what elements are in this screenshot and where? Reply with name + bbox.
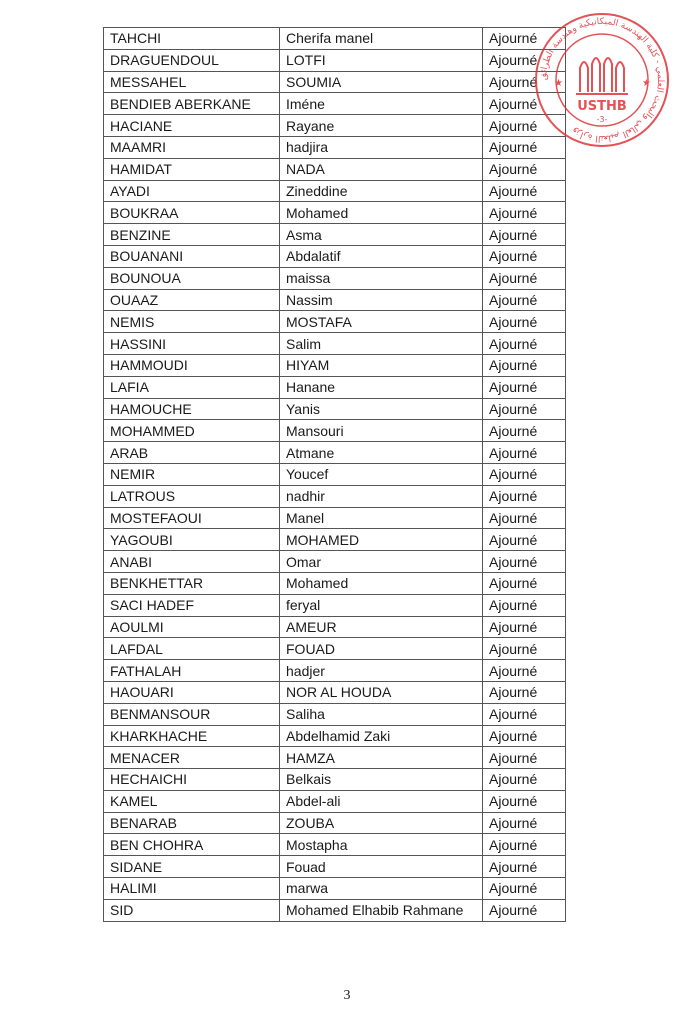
table-row xyxy=(104,463,566,485)
last-name-cell: HACIANE xyxy=(104,115,280,137)
status-cell: Ajourné xyxy=(483,71,566,93)
status-cell: Ajourné xyxy=(483,660,566,682)
first-name-cell: Atmane xyxy=(280,442,483,464)
table-row xyxy=(104,507,566,529)
last-name-cell: BOUANANI xyxy=(104,245,280,267)
status-cell: Ajourné xyxy=(483,93,566,115)
status-cell: Ajourné xyxy=(483,442,566,464)
table-row xyxy=(104,660,566,682)
first-name-cell: HAMZA xyxy=(280,747,483,769)
status-cell: Ajourné xyxy=(483,289,566,311)
first-name-cell: maissa xyxy=(280,267,483,289)
last-name-cell: YAGOUBI xyxy=(104,529,280,551)
table-row xyxy=(104,703,566,725)
status-cell: Ajourné xyxy=(483,769,566,791)
status-cell: Ajourné xyxy=(483,638,566,660)
status-cell: Ajourné xyxy=(483,899,566,921)
last-name-cell: AYADI xyxy=(104,180,280,202)
first-name-cell: Iméne xyxy=(280,93,483,115)
first-name-cell: Abdel-ali xyxy=(280,790,483,812)
first-name-cell: Mohamed Elhabib Rahmane xyxy=(280,899,483,921)
status-cell: Ajourné xyxy=(483,311,566,333)
first-name-cell: Youcef xyxy=(280,463,483,485)
results-table-body xyxy=(104,28,566,922)
table-row xyxy=(104,354,566,376)
first-name-cell: Fouad xyxy=(280,856,483,878)
table-row xyxy=(104,224,566,246)
table-row xyxy=(104,398,566,420)
status-cell: Ajourné xyxy=(483,790,566,812)
status-cell: Ajourné xyxy=(483,878,566,900)
table-row xyxy=(104,529,566,551)
last-name-cell: HAOUARI xyxy=(104,681,280,703)
last-name-cell: SID xyxy=(104,899,280,921)
table-row xyxy=(104,681,566,703)
first-name-cell: Mostapha xyxy=(280,834,483,856)
last-name-cell: BENDIEB ABERKANE xyxy=(104,93,280,115)
last-name-cell: HAMOUCHE xyxy=(104,398,280,420)
last-name-cell: NEMIR xyxy=(104,463,280,485)
first-name-cell: hadjer xyxy=(280,660,483,682)
last-name-cell: HALIMI xyxy=(104,878,280,900)
table-row xyxy=(104,333,566,355)
table-row xyxy=(104,376,566,398)
status-cell: Ajourné xyxy=(483,551,566,573)
table-row xyxy=(104,202,566,224)
last-name-cell: LAFDAL xyxy=(104,638,280,660)
last-name-cell: HAMIDAT xyxy=(104,158,280,180)
last-name-cell: HECHAICHI xyxy=(104,769,280,791)
status-cell: Ajourné xyxy=(483,398,566,420)
stamp-arabic-text: وزارة التعليم العالي والبحث العلمي - كلية الهندسة الميكانيكية وهندسة الطرائق xyxy=(538,16,666,144)
status-cell: Ajourné xyxy=(483,616,566,638)
status-cell: Ajourné xyxy=(483,224,566,246)
table-row xyxy=(104,812,566,834)
last-name-cell: AOULMI xyxy=(104,616,280,638)
status-cell: Ajourné xyxy=(483,202,566,224)
first-name-cell: Mansouri xyxy=(280,420,483,442)
first-name-cell: Mohamed xyxy=(280,202,483,224)
table-row xyxy=(104,899,566,921)
stamp-star-icon: ★ xyxy=(642,78,651,89)
table-row xyxy=(104,442,566,464)
table-row xyxy=(104,747,566,769)
status-cell: Ajourné xyxy=(483,812,566,834)
last-name-cell: KAMEL xyxy=(104,790,280,812)
page-number: 3 xyxy=(343,988,351,1003)
results-table xyxy=(103,27,566,922)
first-name-cell: hadjira xyxy=(280,136,483,158)
table-row xyxy=(104,420,566,442)
first-name-cell: HIYAM xyxy=(280,354,483,376)
status-cell: Ajourné xyxy=(483,507,566,529)
table-row xyxy=(104,856,566,878)
last-name-cell: SACI HADEF xyxy=(104,594,280,616)
table-row xyxy=(104,834,566,856)
last-name-cell: NEMIS xyxy=(104,311,280,333)
first-name-cell: Cherifa manel xyxy=(280,28,483,50)
last-name-cell: HAMMOUDI xyxy=(104,354,280,376)
status-cell: Ajourné xyxy=(483,485,566,507)
first-name-cell: Asma xyxy=(280,224,483,246)
first-name-cell: ZOUBA xyxy=(280,812,483,834)
first-name-cell: nadhir xyxy=(280,485,483,507)
first-name-cell: Hanane xyxy=(280,376,483,398)
first-name-cell: MOSTAFA xyxy=(280,311,483,333)
last-name-cell: DRAGUENDOUL xyxy=(104,49,280,71)
last-name-cell: MENACER xyxy=(104,747,280,769)
status-cell: Ajourné xyxy=(483,463,566,485)
last-name-cell: MESSAHEL xyxy=(104,71,280,93)
stamp-inner-ring xyxy=(556,34,648,126)
last-name-cell: MOHAMMED xyxy=(104,420,280,442)
status-cell: Ajourné xyxy=(483,158,566,180)
status-cell: Ajourné xyxy=(483,529,566,551)
stamp-label: USTHB xyxy=(577,99,627,114)
status-cell: Ajourné xyxy=(483,267,566,289)
last-name-cell: ANABI xyxy=(104,551,280,573)
table-row xyxy=(104,245,566,267)
status-cell: Ajourné xyxy=(483,594,566,616)
first-name-cell: LOTFI xyxy=(280,49,483,71)
stamp-number: -3- xyxy=(596,115,608,124)
last-name-cell: BOUNOUA xyxy=(104,267,280,289)
status-cell: Ajourné xyxy=(483,115,566,137)
last-name-cell: HASSINI xyxy=(104,333,280,355)
first-name-cell: NOR AL HOUDA xyxy=(280,681,483,703)
status-cell: Ajourné xyxy=(483,28,566,50)
last-name-cell: BENZINE xyxy=(104,224,280,246)
last-name-cell: MAAMRI xyxy=(104,136,280,158)
table-row xyxy=(104,49,566,71)
last-name-cell: BEN CHOHRA xyxy=(104,834,280,856)
status-cell: Ajourné xyxy=(483,180,566,202)
last-name-cell: TAHCHI xyxy=(104,28,280,50)
table-row xyxy=(104,28,566,50)
table-row xyxy=(104,180,566,202)
table-row xyxy=(104,71,566,93)
last-name-cell: KHARKHACHE xyxy=(104,725,280,747)
last-name-cell: BENARAB xyxy=(104,812,280,834)
status-cell: Ajourné xyxy=(483,856,566,878)
status-cell: Ajourné xyxy=(483,572,566,594)
status-cell: Ajourné xyxy=(483,136,566,158)
table-row xyxy=(104,551,566,573)
first-name-cell: AMEUR xyxy=(280,616,483,638)
table-row xyxy=(104,594,566,616)
table-row xyxy=(104,725,566,747)
table-row xyxy=(104,158,566,180)
first-name-cell: FOUAD xyxy=(280,638,483,660)
first-name-cell: Salim xyxy=(280,333,483,355)
table-row xyxy=(104,93,566,115)
table-row xyxy=(104,790,566,812)
first-name-cell: Abdelhamid Zaki xyxy=(280,725,483,747)
first-name-cell: Omar xyxy=(280,551,483,573)
table-row xyxy=(104,638,566,660)
table-row xyxy=(104,115,566,137)
last-name-cell: BENMANSOUR xyxy=(104,703,280,725)
status-cell: Ajourné xyxy=(483,703,566,725)
status-cell: Ajourné xyxy=(483,834,566,856)
table-row xyxy=(104,878,566,900)
table-row xyxy=(104,267,566,289)
last-name-cell: LAFIA xyxy=(104,376,280,398)
first-name-cell: SOUMIA xyxy=(280,71,483,93)
table-row xyxy=(104,572,566,594)
status-cell: Ajourné xyxy=(483,354,566,376)
first-name-cell: MOHAMED xyxy=(280,529,483,551)
status-cell: Ajourné xyxy=(483,376,566,398)
table-row xyxy=(104,136,566,158)
last-name-cell: BENKHETTAR xyxy=(104,572,280,594)
first-name-cell: Belkais xyxy=(280,769,483,791)
last-name-cell: MOSTEFAOUI xyxy=(104,507,280,529)
table-row xyxy=(104,485,566,507)
stamp-star-icon: ★ xyxy=(554,78,563,89)
last-name-cell: SIDANE xyxy=(104,856,280,878)
status-cell: Ajourné xyxy=(483,747,566,769)
first-name-cell: marwa xyxy=(280,878,483,900)
first-name-cell: Mohamed xyxy=(280,572,483,594)
table-row xyxy=(104,311,566,333)
status-cell: Ajourné xyxy=(483,681,566,703)
first-name-cell: Rayane xyxy=(280,115,483,137)
status-cell: Ajourné xyxy=(483,49,566,71)
first-name-cell: Nassim xyxy=(280,289,483,311)
status-cell: Ajourné xyxy=(483,420,566,442)
status-cell: Ajourné xyxy=(483,333,566,355)
last-name-cell: FATHALAH xyxy=(104,660,280,682)
last-name-cell: ARAB xyxy=(104,442,280,464)
first-name-cell: feryal xyxy=(280,594,483,616)
first-name-cell: Yanis xyxy=(280,398,483,420)
last-name-cell: OUAAZ xyxy=(104,289,280,311)
table-row xyxy=(104,289,566,311)
first-name-cell: Saliha xyxy=(280,703,483,725)
last-name-cell: LATROUS xyxy=(104,485,280,507)
status-cell: Ajourné xyxy=(483,725,566,747)
stamp-emblem-icon xyxy=(576,58,628,94)
first-name-cell: Manel xyxy=(280,507,483,529)
table-row xyxy=(104,769,566,791)
first-name-cell: NADA xyxy=(280,158,483,180)
table-row xyxy=(104,616,566,638)
first-name-cell: Abdalatif xyxy=(280,245,483,267)
first-name-cell: Zineddine xyxy=(280,180,483,202)
last-name-cell: BOUKRAA xyxy=(104,202,280,224)
status-cell: Ajourné xyxy=(483,245,566,267)
